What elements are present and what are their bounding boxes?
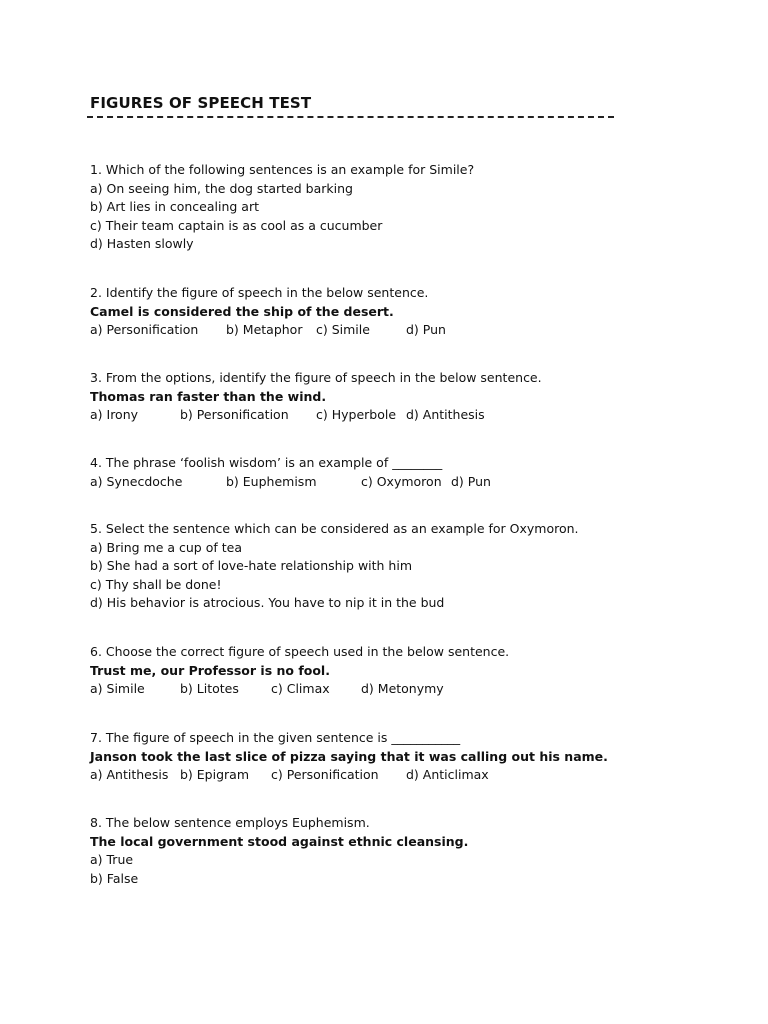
answer-option: d) Metonymy (361, 681, 444, 697)
question-prompt: 1. Which of the following sentences is an example for Simile? (90, 162, 475, 177)
answer-option: c) Simile (316, 322, 370, 338)
question-7 (90, 729, 710, 785)
answer-option: a) Simile (90, 681, 145, 697)
question-3 (90, 369, 710, 425)
question-prompt: 4. The phrase ‘foolish wisdom’ is an example of ________ (90, 455, 443, 470)
answer-option: b) Art lies in concealing art (90, 199, 259, 215)
answer-option: a) Personification (90, 322, 199, 338)
answer-option: c) Their team captain is as cool as a cucumber (90, 217, 383, 233)
question-statement: Trust me, our Professor is no fool. (90, 662, 330, 678)
question-2 (90, 284, 710, 340)
answer-option: d) Hasten slowly (90, 236, 194, 252)
question-statement: The local government stood against ethnic cleansing. (90, 833, 469, 849)
answer-options-row (90, 680, 710, 699)
answer-option: a) Irony (90, 407, 139, 423)
question-6 (90, 643, 710, 699)
answer-option: d) Pun (451, 473, 491, 489)
question-prompt: 6. Choose the correct figure of speech used in the below sentence. (90, 644, 510, 659)
dashed-divider (87, 116, 614, 118)
question-4 (90, 454, 710, 491)
question-5 (90, 520, 710, 613)
answer-options-row (90, 473, 710, 492)
answer-option: b) Epigram (180, 767, 250, 783)
answer-option: a) On seeing him, the dog started barking (90, 180, 353, 196)
question-statement: Thomas ran faster than the wind. (90, 388, 327, 404)
question-statement: Camel is considered the ship of the desert. (90, 303, 394, 319)
answer-option: b) She had a sort of love-hate relationship with him (90, 558, 413, 574)
answer-options-row (90, 766, 710, 785)
answer-option: c) Oxymoron (361, 473, 442, 489)
question-prompt: 7. The figure of speech in the given sentence is ___________ (90, 730, 461, 745)
page-title: FIGURES OF SPEECH TEST (90, 94, 312, 112)
question-statement: Janson took the last slice of pizza saying that it was calling out his name. (90, 748, 608, 764)
question-prompt: 5. Select the sentence which can be considered as an example for Oxymoron. (90, 521, 579, 536)
answer-option: c) Hyperbole (316, 407, 397, 423)
answer-option: c) Thy shall be done! (90, 576, 222, 592)
answer-option: c) Climax (271, 681, 330, 697)
answer-option: a) Synecdoche (90, 473, 183, 489)
question-prompt: 8. The below sentence employs Euphemism. (90, 815, 370, 830)
question-8 (90, 814, 710, 888)
answer-option: d) Anticlimax (406, 767, 489, 783)
answer-options-row (90, 321, 710, 340)
answer-option: d) His behavior is atrocious. You have to nip it in the bud (90, 595, 445, 611)
question-prompt: 2. Identify the figure of speech in the below sentence. (90, 285, 429, 300)
question-1 (90, 161, 710, 254)
answer-options-row (90, 406, 710, 425)
answer-option: a) True (90, 852, 134, 868)
answer-option: b) Euphemism (226, 473, 317, 489)
answer-option: d) Antithesis (406, 407, 485, 423)
question-prompt: 3. From the options, identify the figure of speech in the below sentence. (90, 370, 542, 385)
answer-option: b) Litotes (180, 681, 239, 697)
answer-option: b) Metaphor (226, 322, 303, 338)
answer-option: a) Antithesis (90, 767, 169, 783)
answer-option: b) False (90, 870, 139, 886)
answer-option: b) Personification (180, 407, 289, 423)
answer-option: c) Personification (271, 767, 379, 783)
answer-option: a) Bring me a cup of tea (90, 539, 242, 555)
answer-option: d) Pun (406, 322, 446, 338)
